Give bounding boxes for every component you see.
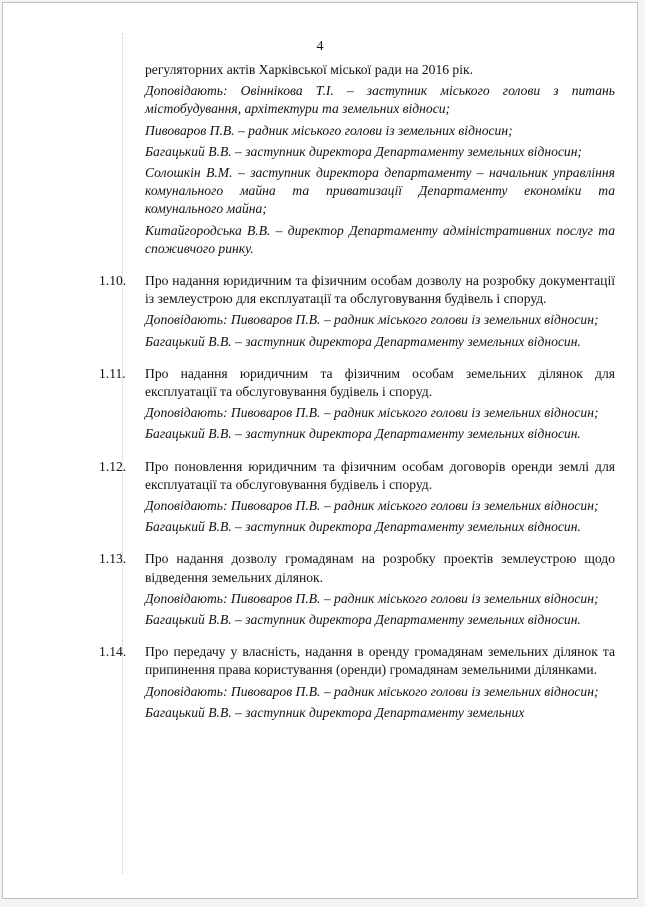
- intro-speaker: Солошкін В.М. – заступник директора департаменту – начальник управління комунального майна та приватизації Департаменту економіки та комунального майна;: [145, 165, 615, 217]
- item-speaker: Багацький В.В. – заступник директора Департаменту земельних: [145, 704, 525, 720]
- item-number: 1.11.: [99, 365, 126, 381]
- agenda-item: [99, 550, 615, 629]
- document-body: [99, 61, 615, 725]
- intro-speaker: Китайгородська В.В. – директор Департаменту адміністративних послуг та споживчого ринку.: [145, 222, 615, 256]
- item-speaker: Багацький В.В. – заступник директора Департаменту земельних відносин.: [145, 333, 581, 349]
- agenda-item: [99, 458, 615, 537]
- intro-speaker: Пивоваров П.В. – радник міського голови із земельних відносин;: [145, 122, 513, 138]
- item-title: Про передачу у власність, надання в оренду громадянам земельних ділянок та припинення права користування (оренди) громадянам земельними ділянками.: [145, 644, 615, 678]
- item-title: Про надання юридичним та фізичним особам дозволу на розробку документації із землеустрою для експлуатації та обслуговування будівель і споруд.: [145, 273, 615, 307]
- intro-continuation: регуляторних актів Харківської міської ради на 2016 рік.: [145, 62, 474, 77]
- item-number: 1.13.: [99, 551, 127, 567]
- document-page: [2, 2, 638, 899]
- item-speaker: Багацький В.В. – заступник директора Департаменту земельних відносин.: [145, 426, 581, 442]
- scan-margin-line: [122, 33, 123, 873]
- item-speaker: Доповідають: Пивоваров П.В. – радник міського голови із земельних відносин;: [145, 590, 599, 606]
- item-speaker: Багацький В.В. – заступник директора Департаменту земельних відносин.: [145, 519, 581, 535]
- item-speaker: Багацький В.В. – заступник директора Департаменту земельних відносин.: [145, 612, 581, 628]
- item-title: Про надання юридичним та фізичним особам земельних ділянок для експлуатації та обслуговування будівель і споруд.: [145, 365, 615, 400]
- agenda-item: [99, 272, 615, 351]
- item-number: 1.14.: [99, 644, 127, 660]
- item-number: 1.12.: [99, 458, 127, 474]
- item-title: Про надання дозволу громадянам на розробку проектів землеустрою щодо відведення земельних ділянок.: [145, 551, 615, 585]
- item-speaker: Доповідають: Пивоваров П.В. – радник міського голови із земельних відносин;: [145, 498, 599, 514]
- intro-speaker: Доповідають: Овіннікова Т.І. – заступник міського голови з питань містобудування, архітектури та земельних відноси;: [145, 83, 615, 117]
- item-speaker: Доповідають: Пивоваров П.В. – радник міського голови із земельних відносин;: [145, 683, 599, 699]
- agenda-item: [99, 365, 615, 444]
- page-number: 4: [316, 39, 324, 54]
- item-number: 1.10.: [99, 273, 127, 289]
- agenda-item: [99, 643, 615, 722]
- item-speaker: Доповідають: Пивоваров П.В. – радник міського голови із земельних відносин;: [145, 405, 599, 421]
- intro-speaker: Багацький В.В. – заступник директора Департаменту земельних відносин;: [145, 143, 582, 159]
- item-speaker: Доповідають: Пивоваров П.В. – радник міського голови із земельних відносин;: [145, 312, 599, 328]
- item-title: Про поновлення юридичним та фізичним особам договорів оренди землі для експлуатації та обслуговування будівель і споруд.: [145, 458, 615, 492]
